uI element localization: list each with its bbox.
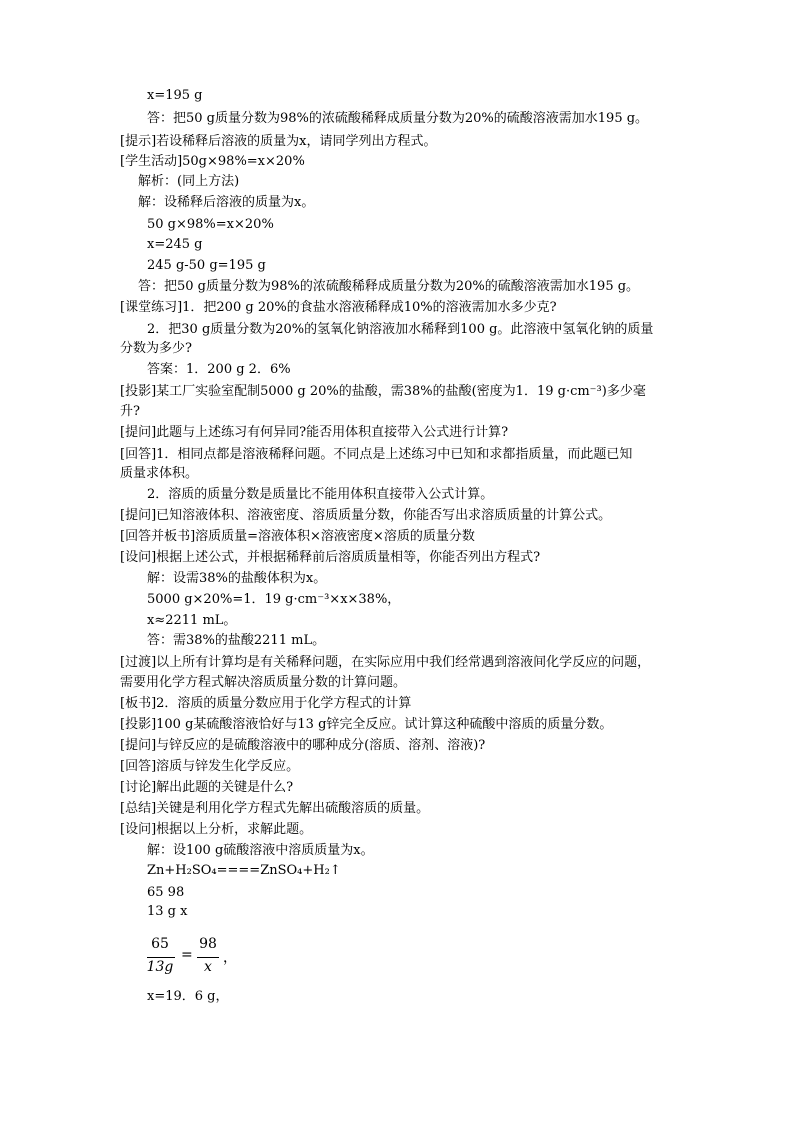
fraction-trailing-comma: ， bbox=[223, 950, 237, 966]
text-line: [设问]根据以上分析，求解此题。 bbox=[120, 822, 313, 837]
text-line: [提问]已知溶液体积、溶液密度、溶质质量分数，你能否写出求溶质质量的计算公式。 bbox=[120, 508, 612, 523]
fraction-left-bar bbox=[147, 957, 175, 958]
text-line: 答：把50 g质量分数为98%的浓硫酸稀释成质量分数为20%的硫酸溶液需加水195 g。 bbox=[138, 279, 640, 294]
text-line: x=245 g bbox=[147, 237, 203, 252]
text-line: [提问]此题与上述练习有何异同?能否用体积直接带入公式进行计算? bbox=[120, 425, 509, 440]
text-line: [投影]100 g某硫酸溶液恰好与13 g锌完全反应。试计算这种硫酸中溶质的质量分数。 bbox=[120, 717, 613, 732]
text-line: [板书]2．溶质的质量分数应用于化学方程式的计算 bbox=[120, 696, 412, 711]
fraction-right-denominator: x bbox=[204, 959, 212, 975]
text-line: 解析：(同上方法) bbox=[138, 174, 240, 189]
fraction-equals-sign: = bbox=[181, 947, 193, 963]
text-line: 解：设需38%的盐酸体积为x。 bbox=[147, 571, 327, 586]
text-line: [回答]1．相同点都是溶液稀释问题。不同点是上述练习中已知和求都指质量，而此题已知 bbox=[120, 447, 633, 462]
fraction-left-denominator: 13g bbox=[146, 959, 174, 975]
text-line: 5000 g×20%=1．19 g·cm⁻³×x×38%， bbox=[147, 592, 401, 607]
text-line: 2．溶质的质量分数是质量比不能用体积直接带入公式计算。 bbox=[147, 487, 494, 502]
text-line: 2．把30 g质量分数为20%的氢氧化钠溶液加水稀释到100 g。此溶液中氢氧化钠的质量 bbox=[147, 322, 654, 337]
fraction-equation bbox=[145, 936, 265, 982]
fraction-right-bar bbox=[197, 957, 219, 958]
text-line: 13 g x bbox=[147, 904, 188, 919]
text-line: x=19．6 g， bbox=[147, 989, 229, 1004]
text-line: 245 g-50 g=195 g bbox=[147, 258, 266, 273]
text-line: [回答并板书]溶质质量=溶液体积×溶液密度×溶质的质量分数 bbox=[120, 529, 475, 544]
text-line: 升? bbox=[120, 404, 140, 419]
text-line: 分数为多少? bbox=[120, 341, 192, 356]
text-line: 解：设100 g硫酸溶液中溶质质量为x。 bbox=[147, 843, 374, 858]
text-line: [过渡]以上所有计算均是有关稀释问题，在实际应用中我们经常遇到溶液间化学反应的问题， bbox=[120, 655, 651, 670]
text-line: 答：把50 g质量分数为98%的浓硫酸稀释成质量分数为20%的硫酸溶液需加水195 g。 bbox=[147, 111, 649, 126]
text-line: [课堂练习]1．把200 g 20%的食盐水溶液稀释成10%的溶液需加水多少克? bbox=[120, 300, 557, 315]
text-line: 答案：1．200 g 2．6% bbox=[147, 362, 291, 377]
text-line: [提示]若设稀释后溶液的质量为x，请同学列出方程式。 bbox=[120, 134, 437, 149]
text-line: [回答]溶质与锌发生化学反应。 bbox=[120, 759, 300, 774]
text-line: 质量求体积。 bbox=[120, 466, 199, 481]
text-line: [学生活动]50g×98%=x×20% bbox=[120, 154, 305, 169]
text-line: [投影]某工厂实验室配制5000 g 20%的盐酸，需38%的盐酸(密度为1．19 g·cm⁻³)多少毫 bbox=[120, 384, 646, 399]
text-line: 需要用化学方程式解决溶质质量分数的计算问题。 bbox=[120, 675, 407, 690]
text-line: x≈2211 mL。 bbox=[147, 613, 237, 628]
text-line: 解：设稀释后溶液的质量为x。 bbox=[138, 195, 315, 210]
fraction-right-numerator: 98 bbox=[199, 936, 217, 952]
text-line: [设问]根据上述公式，并根据稀释前后溶质质量相等，你能否列出方程式? bbox=[120, 550, 541, 565]
text-line: 65 98 bbox=[147, 885, 185, 900]
text-line: Zn+H₂SO₄====ZnSO₄+H₂↑ bbox=[147, 863, 341, 878]
text-line: [总结]关键是利用化学方程式先解出硫酸溶质的质量。 bbox=[120, 801, 430, 816]
fraction-left-numerator: 65 bbox=[151, 936, 169, 952]
text-line: 答：需38%的盐酸2211 mL。 bbox=[147, 633, 326, 648]
text-line: 50 g×98%=x×20% bbox=[147, 217, 274, 232]
text-line: x=195 g bbox=[147, 88, 203, 103]
text-line: [提问]与锌反应的是硫酸溶液中的哪种成分(溶质、溶剂、溶液)? bbox=[120, 738, 486, 753]
text-line: [讨论]解出此题的关键是什么? bbox=[120, 780, 294, 795]
